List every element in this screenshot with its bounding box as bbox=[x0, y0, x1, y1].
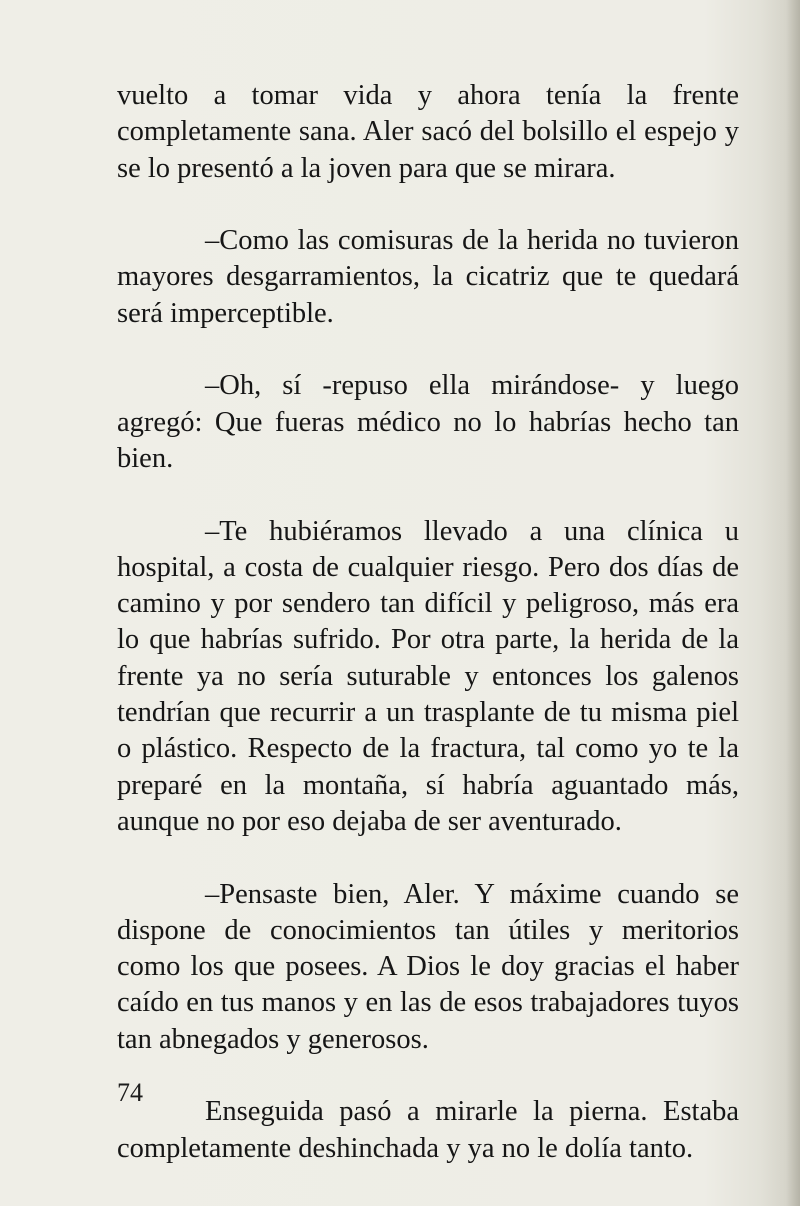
page-number: 74 bbox=[117, 1078, 143, 1107]
paragraph-4: –Te hubiéramos llevado a una clínica u hospital, a costa de cualquier riesgo. Pero dos días de camino y por sendero tan difícil y peligroso, más era lo que habrías sufrido. Por otra parte, la herida de la frente ya no sería suturable y entonces los galenos tendrían que recurrir a un trasplante de tu misma piel o plástico. Respecto de la fractura, tal como yo te la preparé en la montaña, sí habría aguantado más, aunque no por eso dejaba de ser aventurado. bbox=[117, 515, 739, 837]
body-text bbox=[117, 78, 739, 1203]
page-edge-shadow bbox=[786, 0, 800, 1206]
paragraph-2: –Como las comisuras de la herida no tuvieron mayores desgarramientos, la cicatriz que te quedará será imperceptible. bbox=[117, 225, 739, 329]
paragraph-3: –Oh, sí -repuso ella mirándose- y luego agregó: Que fueras médico no lo habrías hecho tan bien. bbox=[117, 370, 739, 474]
paragraph-1: vuelto a tomar vida y ahora tenía la frente completamente sana. Aler sacó del bolsillo el espejo y se lo presentó a la joven para que se mirara. bbox=[117, 80, 739, 184]
paragraph-5: –Pensaste bien, Aler. Y máxime cuando se dispone de conocimientos tan útiles y meritorios como los que posees. A Dios le doy gracias el haber caído en tus manos y en las de esos trabajadores tuyos tan abnegados y generosos. bbox=[117, 878, 739, 1055]
paragraph-6: Enseguida pasó a mirarle la pierna. Estaba completamente deshinchada y ya no le dolía tanto. bbox=[117, 1096, 739, 1164]
